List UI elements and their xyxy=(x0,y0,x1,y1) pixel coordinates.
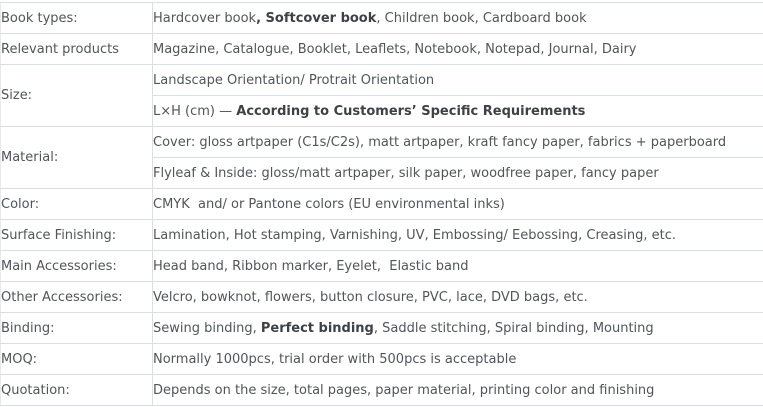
spec-row xyxy=(1,65,763,96)
spec-row xyxy=(1,313,763,344)
spec-value-text: Landscape Orientation/ Protrait Orientation xyxy=(153,73,434,88)
spec-row xyxy=(1,189,763,220)
spec-value-cell xyxy=(153,251,763,282)
spec-table-body xyxy=(1,3,763,406)
spec-value-text-bold: , Softcover book xyxy=(256,11,376,26)
spec-value-cell xyxy=(153,158,763,189)
spec-row xyxy=(1,127,763,158)
spec-value-cell xyxy=(153,34,763,65)
spec-label-cell: Material: xyxy=(1,127,153,189)
spec-value-cell xyxy=(153,127,763,158)
spec-label-cell: Main Accessories: xyxy=(1,251,153,282)
spec-value-cell xyxy=(153,313,763,344)
spec-row xyxy=(1,282,763,313)
spec-value-text-bold: Perfect binding xyxy=(261,321,374,336)
spec-label-cell: Color: xyxy=(1,189,153,220)
spec-row xyxy=(1,34,763,65)
spec-value-cell xyxy=(153,65,763,96)
spec-value-text: Depends on the size, total pages, paper material, printing color and finishing xyxy=(153,383,654,398)
spec-value-text: Sewing binding, xyxy=(153,321,261,336)
spec-value-text: Flyleaf & Inside: gloss/matt artpaper, silk paper, woodfree paper, fancy paper xyxy=(153,166,659,181)
spec-value-text: Velcro, bowknot, flowers, button closure, PVC, lace, DVD bags, etc. xyxy=(153,290,588,305)
spec-label-cell: Book types: xyxy=(1,3,153,34)
spec-value-cell xyxy=(153,282,763,313)
spec-value-cell xyxy=(153,375,763,406)
spec-label-cell: Other Accessories: xyxy=(1,282,153,313)
spec-row xyxy=(1,251,763,282)
spec-value-text: , Saddle stitching, Spiral binding, Mounting xyxy=(374,321,654,336)
spec-label-cell: Quotation: xyxy=(1,375,153,406)
spec-value-text: Head band, Ribbon marker, Eyelet, Elastic band xyxy=(153,259,469,274)
spec-value-text: Normally 1000pcs, trial order with 500pcs is acceptable xyxy=(153,352,516,367)
spec-row xyxy=(1,3,763,34)
spec-label-cell: Relevant products xyxy=(1,34,153,65)
spec-label-cell: Size: xyxy=(1,65,153,127)
spec-value-cell xyxy=(153,220,763,251)
spec-row xyxy=(1,375,763,406)
spec-value-text: Hardcover book xyxy=(153,11,256,26)
spec-value-text: L×H (cm) — xyxy=(153,104,236,119)
spec-value-text: Magazine, Catalogue, Booklet, Leaflets, Notebook, Notepad, Journal, Dairy xyxy=(153,42,636,57)
spec-value-cell xyxy=(153,96,763,127)
spec-value-text: CMYK and/ or Pantone colors (EU environmental inks) xyxy=(153,197,505,212)
product-spec-table xyxy=(0,2,763,406)
spec-label-cell: Surface Finishing: xyxy=(1,220,153,251)
spec-value-cell xyxy=(153,344,763,375)
spec-value-text: Lamination, Hot stamping, Varnishing, UV, Embossing/ Eebossing, Creasing, etc. xyxy=(153,228,676,243)
spec-value-text-bold: According to Customers’ Specific Requirements xyxy=(236,104,585,119)
spec-value-cell xyxy=(153,189,763,220)
spec-row xyxy=(1,344,763,375)
spec-label-cell: MOQ: xyxy=(1,344,153,375)
spec-value-text: , Children book, Cardboard book xyxy=(376,11,586,26)
spec-label-cell: Binding: xyxy=(1,313,153,344)
spec-value-text: Cover: gloss artpaper (C1s/C2s), matt artpaper, kraft fancy paper, fabrics + paperboard xyxy=(153,135,726,150)
spec-value-cell xyxy=(153,3,763,34)
spec-row xyxy=(1,220,763,251)
